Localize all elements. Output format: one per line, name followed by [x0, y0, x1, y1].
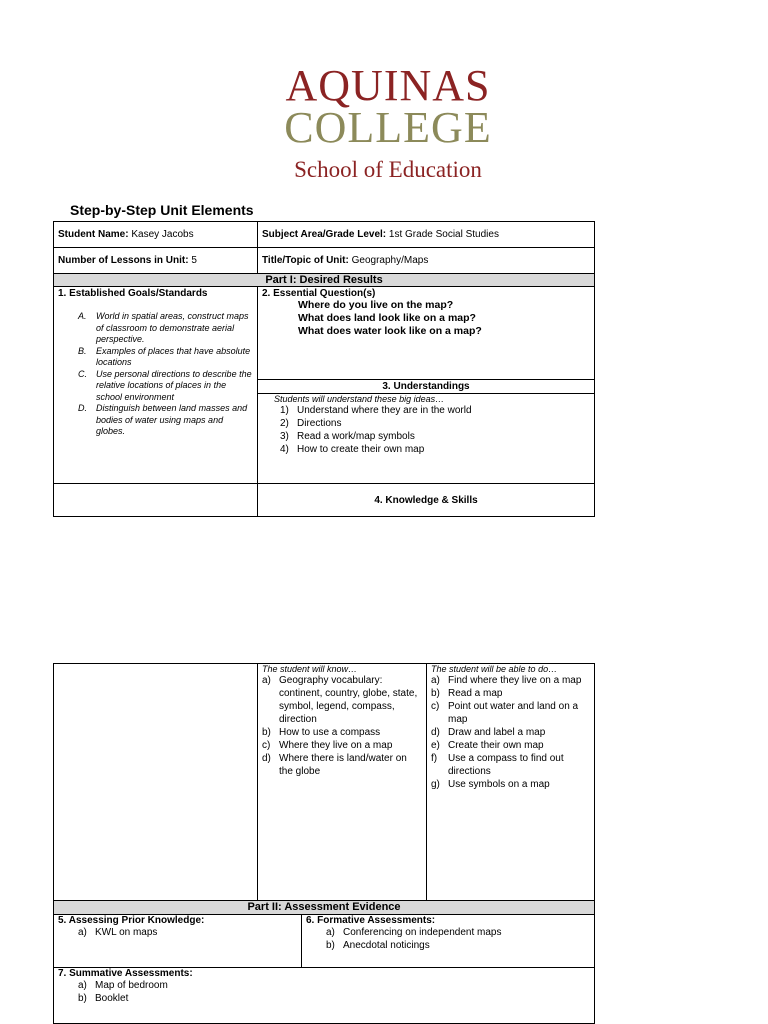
college-logo — [0, 61, 768, 182]
understanding-item: 1) Understand where they are in the world — [280, 405, 472, 416]
understanding-item: 3) Read a work/map symbols — [280, 431, 415, 442]
ks-left-cell — [54, 664, 258, 901]
prior-list — [58, 926, 297, 939]
goals-cell — [54, 287, 258, 484]
part2-heading: Part II: Assessment Evidence — [54, 901, 595, 915]
formative-item: b) Anecdotal noticings — [326, 940, 430, 951]
prior-title: 5. Assessing Prior Knowledge: — [58, 915, 205, 926]
know-list — [262, 674, 422, 778]
essential-questions-cell — [258, 287, 595, 380]
subject-value: 1st Grade Social Studies — [386, 229, 499, 240]
summative-title: 7. Summative Assessments: — [58, 968, 193, 979]
logo-line-3: School of Education — [294, 157, 482, 182]
document-title: Step-by-Step Unit Elements — [70, 202, 254, 218]
goal-item: B. Examples of places that have absolute locations — [78, 345, 251, 367]
summative-item: b) Booklet — [78, 993, 129, 1004]
know-item: a) Geography vocabulary: continent, country, globe, state, symbol, legend, compass, direction — [262, 675, 418, 725]
unit-table-part1 — [53, 221, 595, 517]
know-item: d) Where there is land/water on the globe — [262, 753, 407, 777]
able-item: d) Draw and label a map — [431, 727, 546, 738]
formative-cell — [302, 915, 595, 968]
able-item: b) Read a map — [431, 688, 503, 699]
understandings-cell — [258, 394, 595, 484]
goal-item: A. World in spatial areas, construct maps of classroom to demonstrate aerial perspective. — [78, 311, 249, 344]
goal-item: C. Use personal directions to describe the relative locations of places in the school environment — [78, 368, 252, 402]
know-item: c) Where they live on a map — [262, 740, 393, 751]
summative-item: a) Map of bedroom — [78, 980, 168, 991]
understandings-intro: Students will understand these big ideas… — [274, 394, 445, 404]
logo-line-2: COLLEGE — [284, 103, 492, 152]
able-item: f) Use a compass to find out directions — [431, 753, 564, 777]
unit-table-part2 — [53, 663, 595, 1024]
subject-cell — [258, 222, 595, 248]
know-item: b) How to use a compass — [262, 727, 381, 738]
lessons-label: Number of Lessons in Unit: — [58, 255, 189, 266]
able-list — [431, 674, 590, 791]
able-item: c) Point out water and land on a map — [431, 701, 579, 725]
lessons-cell — [54, 248, 258, 274]
understanding-item: 2) Directions — [280, 418, 342, 429]
able-item: e) Create their own map — [431, 740, 544, 751]
eq-item: What does water look like on a map? — [298, 325, 482, 337]
understandings-title: 3. Understandings — [258, 380, 595, 394]
formative-list — [306, 926, 590, 952]
ks-spacer-cell — [54, 484, 258, 517]
goal-item: D. Distinguish between land masses and bodies of water using maps and globes. — [78, 403, 248, 436]
knowledge-skills-title: 4. Knowledge & Skills — [258, 484, 595, 517]
goals-list — [58, 311, 253, 438]
student-name-value: Kasey Jacobs — [128, 229, 194, 240]
topic-cell — [258, 248, 595, 274]
goals-title: 1. Established Goals/Standards — [58, 288, 208, 299]
eq-title: 2. Essential Question(s) — [262, 288, 376, 299]
able-item: a) Find where they live on a map — [431, 675, 582, 686]
able-intro: The student will be able to do… — [431, 664, 558, 674]
prior-knowledge-cell — [54, 915, 302, 968]
summative-list — [58, 979, 590, 1005]
formative-title: 6. Formative Assessments: — [306, 915, 436, 926]
know-cell — [258, 664, 427, 901]
topic-value: Geography/Maps — [348, 255, 429, 266]
eq-item: Where do you live on the map? — [298, 299, 454, 311]
part1-heading: Part I: Desired Results — [54, 274, 595, 287]
able-item: g) Use symbols on a map — [431, 779, 550, 790]
topic-label: Title/Topic of Unit: — [262, 255, 349, 266]
understandings-list — [274, 404, 590, 456]
subject-label: Subject Area/Grade Level: — [262, 229, 387, 240]
logo-line-1: AQUINAS — [285, 61, 491, 110]
know-intro: The student will know… — [262, 664, 358, 674]
able-cell — [427, 664, 595, 901]
formative-item: a) Conferencing on independent maps — [326, 927, 502, 938]
eq-list — [262, 299, 590, 338]
understanding-item: 4) How to create their own map — [280, 444, 425, 455]
summative-cell — [54, 968, 595, 1024]
lessons-value: 5 — [188, 255, 197, 266]
eq-item: What does land look like on a map? — [298, 312, 476, 324]
prior-item: a) KWL on maps — [78, 927, 158, 938]
student-name-label: Student Name: — [58, 229, 129, 240]
student-name-cell — [54, 222, 258, 248]
